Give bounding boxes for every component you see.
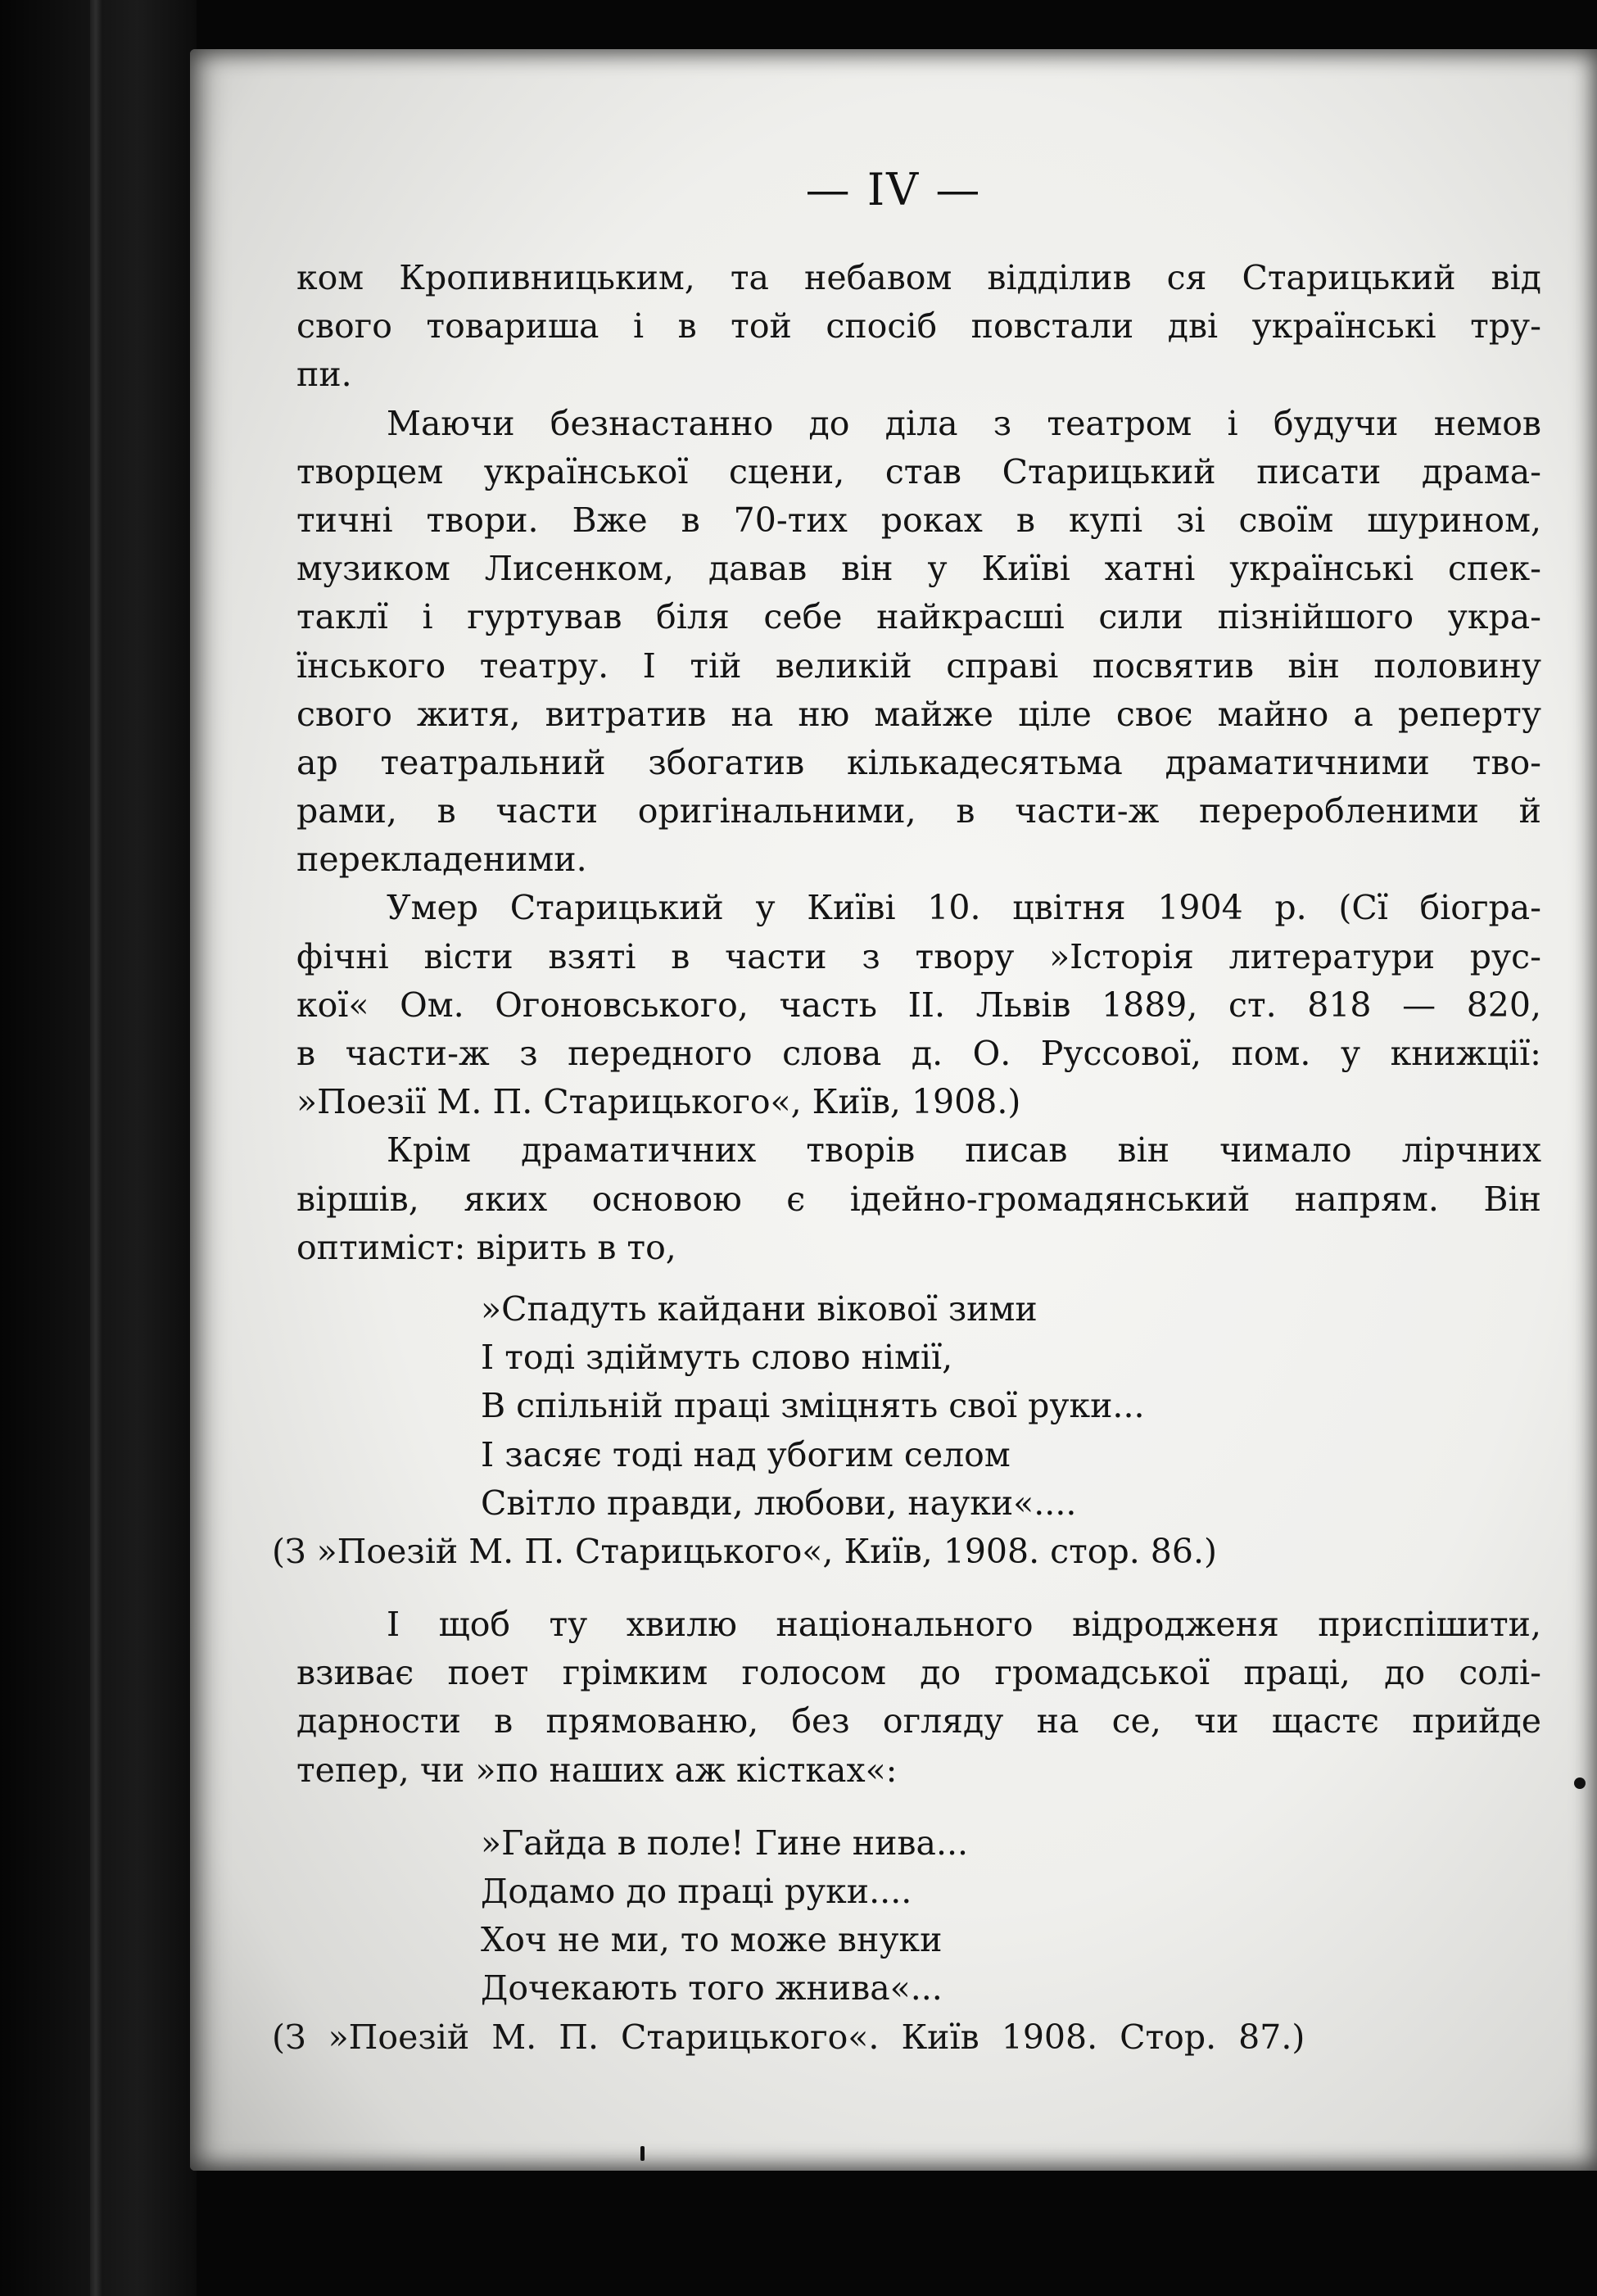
verse-line: В спільній праці зміцнять свої руки... [481,1386,1145,1426]
verse-line: Дочекають того жнива«... [481,1968,943,2008]
text-line: Крім драматичних творів писав він чимало лірчних [387,1130,1541,1171]
text-line: свого товариша і в той спосіб повстали дві українські тру- [296,306,1541,346]
text-line: взиває поет грімким голосом до громадської праці, до солі- [296,1653,1541,1693]
verse-quote-1 [296,1285,1541,1528]
text-line: свого житя, витратив на ню майже ціле своє майно а реперту [296,694,1541,734]
text-line: творцем української сцени, став Старицький писати драма- [296,451,1541,491]
text-line: Маючи безнастанно до діла з театром і будучи немов [387,403,1541,443]
verse-line: »Спадуть кайдани вікової зими [481,1288,1038,1329]
text-line: Умер Старицький у Київі 10. цвітня 1904 р. (Сї біогра- [387,888,1541,928]
paragraph-4 [296,1126,1541,1272]
text-line: дарности в прямованю, без огляду на се, чи щастє прийде [296,1701,1541,1741]
text-line: перекладеними. [296,840,587,880]
text-line: кої« Ом. Огоновського, часть II. Львів 1889, ст. 818 — 820, [296,985,1541,1025]
verse-quote-2 [296,1819,1541,2013]
verse-source-1: (З »Поезій М. П. Старицького«, Київ, 1908. стор. 86.) [272,1531,1218,1571]
text-line: тичні твори. Вже в 70-тих роках в купі зі своїм шурином, [296,500,1541,540]
page-text [272,254,1541,2062]
verse-line: І засяє тоді над убогим селом [481,1434,1011,1474]
text-line: оптиміст: вірить в то, [296,1227,676,1267]
paragraph-3 [296,884,1541,1126]
text-line: їнського театру. І тій великій справі посвятив він половину [296,645,1541,686]
text-line: тепер, чи »по наших аж кістках«: [296,1750,898,1790]
verse-line: Світло правди, любови, науки«.... [481,1483,1077,1523]
binding-edge [90,0,102,2296]
text-line: фічні вісти взяті в части з твору »Історія литератури рус- [296,936,1541,976]
verse-line: Хоч не ми, то може внуки [481,1920,943,1960]
text-line: таклї і гуртував біля себе найкрасші сили пізнійшого укра- [296,597,1541,637]
text-line: рами, в части оригінальними, в части-ж переробленими й [296,791,1541,831]
text-line: в части-ж з передного слова д. О. Руссової, пом. у книжції: [296,1034,1541,1073]
paragraph-5 [296,1601,1541,1795]
text-line: »Поезії М. П. Старицького«, Київ, 1908.) [296,1082,1021,1122]
page-number: — IV — [805,164,982,215]
book-page [190,49,1597,2171]
text-line: пи. [296,355,352,395]
paragraph-2 [296,400,1541,885]
verse-line: І тоді здіймуть слово німії, [481,1338,953,1378]
text-line: ком Кропивницьким, та небавом відділив ся Старицький від [296,258,1541,297]
text-line: І щоб ту хвилю національного відродженя приспішити, [387,1605,1541,1645]
verse-line: »Гайда в поле! Гине нива... [481,1823,969,1863]
paragraph-1 [296,254,1541,400]
text-line: віршів, яких основою є ідейно-громадянський напрям. Він [296,1179,1541,1219]
text-line: ар театральний збогатив кількадесятьма драматичними тво- [296,742,1541,782]
verse-source-2: (З »Поезій М. П. Старицького«. Київ 1908. Стор. 87.) [272,2017,1305,2057]
scan-speck [1574,1777,1586,1789]
text-line: музиком Лисенком, давав він у Київі хатні українські спек- [296,549,1541,589]
scan-speck [640,2146,645,2161]
verse-line: Додамо до праці руки.... [481,1872,912,1911]
